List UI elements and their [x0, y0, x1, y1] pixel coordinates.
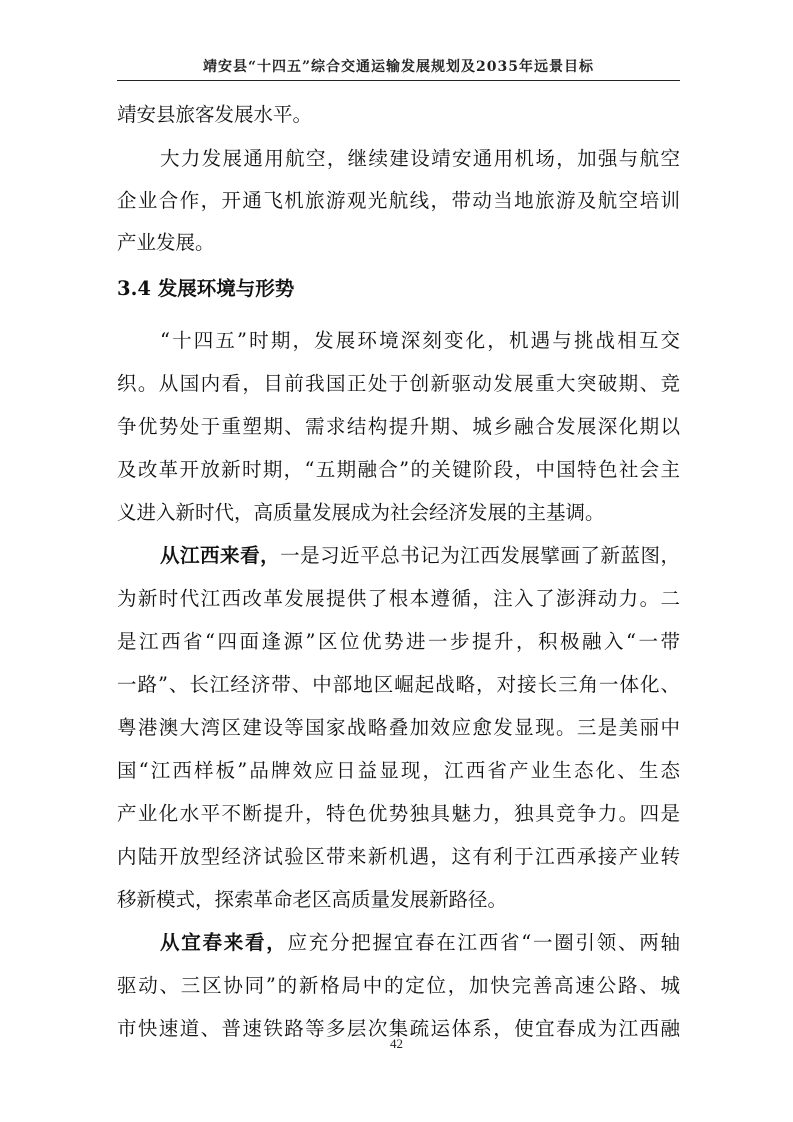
paragraph-line: 一路”、长江经济带、中部地区崛起战略，对接长三角一体化、	[117, 673, 680, 696]
paragraph-lead: 从江西来看，	[160, 544, 281, 567]
paragraph-line: 粤港澳大湾区建设等国家战略叠加效应愈发显现。三是美丽中	[117, 716, 680, 739]
paragraph-line: 争优势处于重塑期、需求结构提升期、城乡融合发展深化期以	[117, 415, 680, 438]
header-divider	[117, 80, 680, 81]
paragraph-line: 企业合作，开通飞机旅游观光航线，带动当地旅游及航空培训	[117, 189, 680, 212]
paragraph-line: 市快速道、普速铁路等多层次集疏运体系，使宜春成为江西融	[117, 1017, 680, 1040]
paragraph-line: 织。从国内看，目前我国正处于创新驱动发展重大突破期、竞	[117, 372, 680, 395]
paragraph-line: 为新时代江西改革发展提供了根本遵循，注入了澎湃动力。二	[117, 587, 680, 610]
paragraph-text: 应充分把握宜春在江西省“一圈引领、两轴	[287, 931, 680, 954]
paragraph-line: 义进入新时代，高质量发展成为社会经济发展的主基调。	[117, 501, 605, 524]
paragraph-line: 靖安县旅客发展水平。	[117, 103, 313, 126]
section-heading: 3.4 发展环境与形势	[117, 277, 295, 300]
paragraph-line: 是江西省“四面逢源”区位优势进一步提升，积极融入“一带	[117, 630, 680, 653]
running-header: 靖安县“十四五”综合交通运输发展规划及2035年远景目标	[202, 59, 595, 75]
paragraph-text: 一是习近平总书记为江西发展擘画了新蓝图，	[280, 544, 680, 567]
paragraph-line	[160, 928, 680, 958]
paragraph-line: 国“江西样板”品牌效应日益显现，江西省产业生态化、生态	[117, 759, 680, 782]
paragraph-lead: 从宜春来看，	[160, 931, 288, 954]
paragraph-line: 驱动、三区协同”的新格局中的定位，加快完善高速公路、城	[117, 974, 680, 997]
paragraph-line: 内陆开放型经济试验区带来新机遇，这有利于江西承接产业转	[117, 845, 680, 868]
paragraph-line: 移新模式，探索革命老区高质量发展新路径。	[117, 888, 508, 911]
paragraph-line: 产业化水平不断提升，特色优势独具魅力，独具竞争力。四是	[117, 802, 680, 825]
paragraph-line	[160, 541, 680, 571]
paragraph-line: 及改革开放新时期，“五期融合”的关键阶段，中国特色社会主	[117, 458, 680, 481]
page-number: 42	[390, 1036, 403, 1051]
paragraph-line: 大力发展通用航空，继续建设靖安通用机场，加强与航空	[160, 147, 680, 170]
paragraph-line: “十四五”时期，发展环境深刻变化，机遇与挑战相互交	[160, 329, 680, 352]
paragraph-line: 产业发展。	[117, 231, 215, 254]
